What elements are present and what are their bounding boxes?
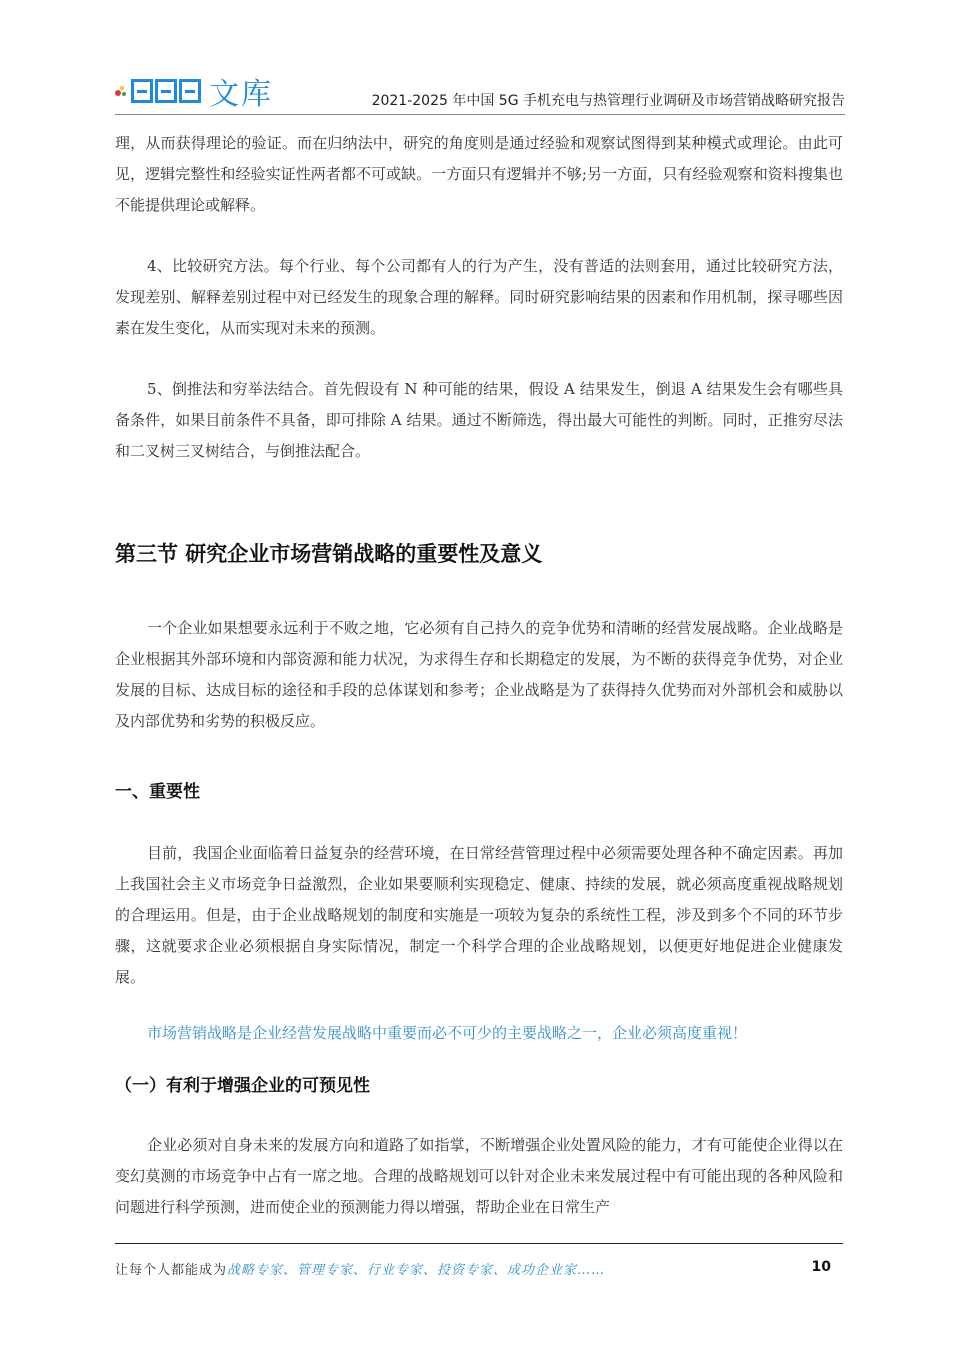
logo[interactable] — [115, 72, 273, 110]
page-content — [115, 128, 843, 1223]
paragraph-1: 理，从而获得理论的验证。而在归纳法中，研究的角度则是通过经验和观察试图得到某种模式或理论。由此可见，逻辑完整性和经验实证性两者都不可或缺。一方面只有逻辑并不够;另一方面，只有经验观察和资料搜集也不能提供理论或解释。 — [115, 134, 843, 214]
paragraph-reverse-method: 5、倒推法和穷举法结合。首先假设有 N 种可能的结果，假设 A 结果发生，倒退 A 结果发生会有哪些具备条件，如果目前条件不具备，即可排除 A 结果。通过不断筛选，得出最大可能性的判断。同时，正推穷尽法和二叉树三叉树结合，与倒推法配合。 — [115, 380, 843, 460]
importance-heading: 一、重要性 — [115, 782, 200, 802]
logo-dots-icon — [115, 84, 127, 98]
page-footer — [115, 1243, 843, 1278]
logo-mark-icon — [131, 79, 201, 103]
footer-slogan-prefix: 让每个人都能成为 — [115, 1263, 228, 1278]
section-title: 第三节 研究企业市场营销战略的重要性及意义 — [115, 542, 543, 566]
logo-text: 文库 — [209, 77, 273, 112]
page-number: 10 — [811, 1259, 831, 1275]
predictability-paragraph: 企业必须对自身未来的发展方向和道路了如指掌，不断增强企业处置风险的能力，才有可能使企业得以在变幻莫测的市场竞争中占有一席之地。合理的战略规划可以针对企业未来发展过程中有可能出现的各种风险和问题进行科学预测，进而使企业的预测能力得以增强，帮助企业在日常生产 — [115, 1136, 843, 1216]
report-title: 2021-2025 年中国 5G 手机充电与热管理行业调研及市场营销战略研究报告 — [371, 93, 845, 109]
predictability-heading: （一）有利于增强企业的可预见性 — [115, 1076, 370, 1096]
footer-slogan-emphasis: 战略专家、管理专家、行业专家、投资专家、成功企业家…… — [227, 1263, 606, 1278]
section-intro: 一个企业如果想要永远利于不败之地，它必须有自己持久的竞争优势和清晰的经营发展战略。企业战略是企业根据其外部环境和内部资源和能力状况，为求得生存和长期稳定的发展，为不断的获得竞争优势，对企业发展的目标、达成目标的途径和手段的总体谋划和参考；企业战略是为了获得持久优势而对外部机会和威胁以及内部优势和劣势的积极反应。 — [115, 619, 843, 730]
highlight-sentence: 市场营销战略是企业经营发展战略中重要而必不可少的主要战略之一，企业必须高度重视！ — [147, 1024, 748, 1042]
page-header — [115, 68, 845, 115]
importance-paragraph: 目前，我国企业面临着日益复杂的经营环境，在日常经营管理过程中必须需要处理各种不确定因素。再加上我国社会主义市场竞争日益激烈，企业如果要顺利实现稳定、健康、持续的发展，就必须高度重视战略规划的合理运用。但是，由于企业战略规划的制度和实施是一项较为复杂的系统性工程，涉及到多个不同的环节步骤，这就要求企业必须根据自身实际情况，制定一个科学合理的企业战略规划，以便更好地促进企业健康发展。 — [115, 844, 843, 986]
footer-slogan — [115, 1259, 605, 1278]
paragraph-comparison-method: 4、比较研究方法。每个行业、每个公司都有人的行为产生，没有普适的法则套用，通过比较研究方法，发现差别、解释差别过程中对已经发生的现象合理的解释。同时研究影响结果的因素和作用机制，探寻哪些因素在发生变化，从而实现对未来的预测。 — [115, 257, 843, 337]
